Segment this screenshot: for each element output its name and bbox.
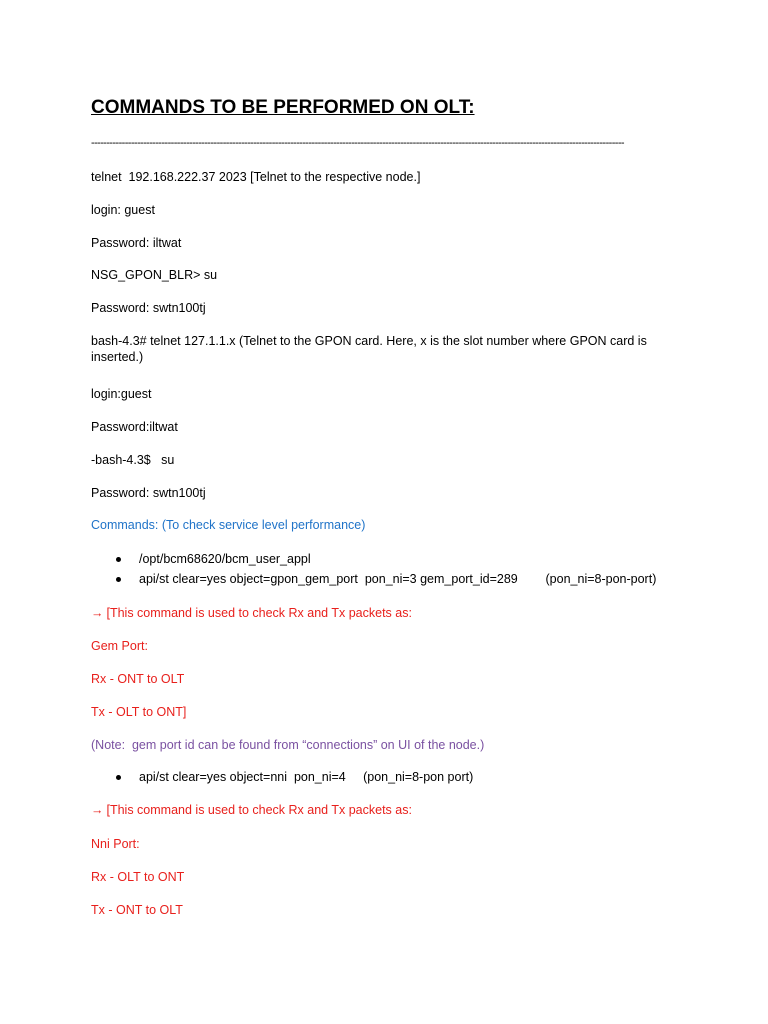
right-arrow-icon: → [91, 606, 104, 620]
bullet-icon [116, 557, 121, 562]
bash-telnet-command: bash-4.3# telnet 127.1.1.x (Telnet to the GPON card. Here, x is the slot number where GPON card is inserted.) [91, 334, 647, 364]
bullet-icon [116, 775, 121, 780]
bullet-icon [116, 577, 121, 582]
gem-tx-line: Tx - OLT to ONT] [91, 705, 187, 719]
list-item: api/st clear=yes object=nni pon_ni=4 (pon_ni=8-pon port) [91, 769, 142, 789]
bash-su-command: -bash-4.3$ su [91, 453, 175, 467]
commands-heading: Commands: (To check service level performance) [91, 518, 366, 532]
su-command: NSG_GPON_BLR> su [91, 268, 218, 282]
bullet-list [91, 551, 657, 591]
list-item: api/st clear=yes object=gpon_gem_port pon_ni=3 gem_port_id=289 (pon_ni=8-pon-port) [91, 571, 142, 591]
login-line: login: guest [91, 203, 155, 217]
login-line: login:guest [91, 387, 152, 401]
gem-rx-line: Rx - ONT to OLT [91, 672, 185, 686]
telnet-command: telnet 192.168.222.37 2023 [Telnet to the respective node.] [91, 170, 421, 184]
password-line: Password: swtn100tj [91, 301, 206, 315]
gem-port-label: Gem Port: [91, 639, 148, 653]
gem-intro: → [This command is used to check Rx and Tx packets as: [91, 606, 412, 620]
nni-port-label: Nni Port: [91, 837, 140, 851]
divider-line: ------------------------------------------------------------------------------------------------------------------------------------------------------------------------------ [91, 137, 624, 149]
password-line: Password: swtn100tj [91, 486, 206, 500]
bullet-list [91, 769, 474, 789]
nni-intro: → [This command is used to check Rx and Tx packets as: [91, 803, 412, 817]
note-line: (Note: gem port id can be found from “connections” on UI of the node.) [91, 738, 485, 752]
password-line: Password: iltwat [91, 236, 182, 250]
nni-rx-line: Rx - OLT to ONT [91, 870, 185, 884]
page-title: COMMANDS TO BE PERFORMED ON OLT: [91, 97, 475, 118]
list-item: /opt/bcm68620/bcm_user_appl [91, 551, 142, 571]
password-line: Password:iltwat [91, 420, 178, 434]
right-arrow-icon: → [91, 803, 104, 817]
nni-tx-line: Tx - ONT to OLT [91, 903, 183, 917]
